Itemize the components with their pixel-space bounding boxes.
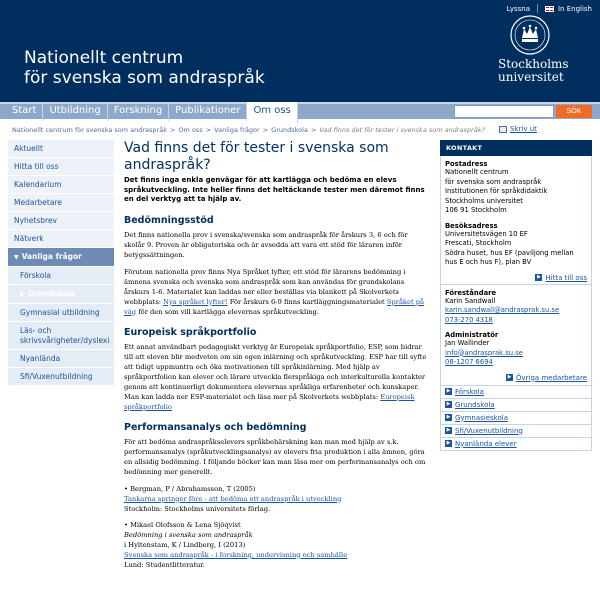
visit-label: Besöksadress [445, 221, 498, 230]
nav-item-4[interactable]: Om oss [247, 102, 297, 123]
manager-phone-link[interactable]: 073-270 4318 [445, 315, 493, 324]
paragraph: Det finns nationella prov i svenska/svenska som andraspråk för årskurs 3, 6 och för skolår 9. Proven är obligatoriska och är avsedda att vara ett stöd för läraren inför betygssättningen. [124, 230, 408, 259]
postal-address [445, 160, 587, 216]
address-line: 106 91 Stockholm [445, 206, 507, 214]
quick-link[interactable] [441, 398, 591, 411]
reference-publisher: Lund: Studentlitteratur. [124, 560, 205, 569]
reference-link[interactable]: Svenska som andraspråk - i forskning, undervisning och samhälle [124, 550, 348, 559]
university-logo[interactable] [498, 14, 569, 84]
paragraph [124, 342, 429, 412]
print-button[interactable] [499, 125, 537, 133]
main-navigation [0, 102, 600, 119]
sidebar-item[interactable] [8, 158, 114, 176]
sidebar-item[interactable] [8, 368, 114, 386]
paragraph-text: Förutom nationella prov finns Nya Språket lyfter, ett stöd för lärarens bedömning i ämnena svenska och svenska som andraspråk som kan användas för grundskolans årskurs 1-6. Materialet kan laddas ner eller beställas via blankett på Skolverkets webbplats: [124, 267, 406, 306]
nav-item-0[interactable]: Start [6, 102, 43, 121]
english-link[interactable]: In English [557, 4, 592, 13]
breadcrumb-link[interactable]: Vanliga frågor [214, 126, 260, 134]
other-staff-link[interactable] [445, 374, 587, 382]
logo-line1: Stockholms [498, 57, 569, 71]
manager-name: Karin Sandwall [445, 296, 496, 305]
breadcrumb-link[interactable]: Grundskola [271, 126, 308, 134]
visit-lines [445, 230, 587, 268]
admin-phone-link[interactable]: 08-1207 6694 [445, 358, 493, 366]
breadcrumb-current: Vad finns det för tester i svenska som andraspråk? [319, 126, 485, 134]
sidebar-item-label: Nyhetsbrev [14, 216, 57, 225]
section-heading-bedomningsstod: Bedömningsstöd [124, 214, 214, 226]
sidebar-item[interactable] [8, 322, 114, 350]
breadcrumb-link[interactable]: Nationellt centrum för svenska som andraspråk [12, 126, 167, 134]
page-title: Vad finns det för tester i svenska som andraspråk? [124, 140, 389, 173]
sidebar-item-label: Sfi/Vuxenutbildning [20, 372, 93, 381]
site-header [0, 0, 600, 102]
crown-seal-icon [509, 14, 551, 56]
quick-link-label: Nyanlända elever [455, 439, 517, 448]
sidebar-item-label: Förskola [20, 271, 51, 280]
sidebar-item[interactable] [8, 176, 114, 194]
visit-address [445, 222, 587, 268]
quick-link[interactable] [441, 437, 591, 450]
other-staff-text[interactable]: Övriga medarbetare [516, 373, 587, 382]
sidebar-item[interactable] [8, 230, 114, 248]
breadcrumb-separator: > [310, 126, 317, 134]
nav-item-1[interactable]: Utbildning [43, 102, 107, 121]
find-us-link[interactable] [445, 274, 587, 282]
reference-link[interactable]: Tankarna springer före - att bedöma ett andraspråk i utveckling [124, 494, 342, 503]
find-us-text[interactable]: Hitta till oss [545, 273, 587, 282]
manager-email-link[interactable]: karin.sandwall@andrasprak.su.se [445, 306, 560, 314]
sidebar-item-label: Nyanlända [20, 354, 61, 363]
contact-box [440, 156, 592, 385]
sidebar-item[interactable] [8, 285, 114, 304]
divider [441, 284, 591, 285]
paragraph-text: för den som vill kartlägga elevernas språkutveckling. [138, 307, 319, 316]
paragraph-text: För årskurs 6-9 finns kartläggningsmaterialet [229, 297, 385, 306]
address-line: för svenska som andraspråk [445, 177, 542, 186]
arrow-right-icon: ▶ [446, 440, 451, 446]
quick-link-label: Grundskola [455, 400, 495, 409]
arrow-right-icon: ▶ [446, 427, 451, 433]
top-utility-bar [507, 4, 592, 13]
esp-link[interactable]: Europeisk språkportfolio [124, 392, 415, 411]
triangle-down-icon: ▼ [14, 254, 19, 261]
site-title-line2: för svenska som andraspråk [24, 68, 265, 88]
sidebar-item-label: Hitta till oss [14, 162, 59, 171]
breadcrumb-separator: > [169, 126, 176, 134]
postal-lines [445, 168, 587, 216]
contact-header: KONTAKT [440, 140, 592, 156]
contact-panel [440, 140, 592, 451]
section-heading-performansanalys: Performansanalys och bedömning [124, 421, 307, 433]
admin-name: Jan Wallinder [445, 339, 490, 347]
quick-links [440, 385, 592, 451]
breadcrumb-separator: > [262, 126, 269, 134]
sidebar-item[interactable] [8, 350, 114, 368]
reference-author: • Mikael Olofsson & Lena Sjöqvist [124, 520, 241, 529]
address-line: Nationellt centrum [445, 168, 509, 176]
sidebar-item[interactable] [8, 194, 114, 212]
admin-label: Administratör [445, 331, 499, 339]
reference-author: • Bergman, P / Abrahamsson, T (2005) [124, 484, 256, 493]
arrow-right-icon: ▶ [446, 414, 451, 420]
arrow-right-icon: ▶ [507, 374, 512, 380]
sidebar-item-label: Nätverk [14, 234, 44, 243]
nav-item-3[interactable]: Publikationer [169, 102, 247, 121]
sidebar [8, 140, 114, 386]
reference-title: Bedömning i svenska som andraspråk [124, 530, 253, 539]
search-input[interactable] [454, 105, 554, 118]
print-link[interactable]: Skriv ut [510, 125, 537, 133]
address-line: Institutionen för språkdidaktik [445, 187, 548, 195]
search-button[interactable]: SÖK [556, 105, 592, 118]
admin-email-link[interactable]: info@andrasprak.su.se [445, 348, 523, 357]
sidebar-item-label: Aktuellt [14, 144, 43, 153]
site-title-line1: Nationellt centrum [24, 48, 184, 68]
logo-text [498, 57, 569, 84]
breadcrumb-separator: > [205, 126, 212, 134]
breadcrumb-link[interactable]: Om oss [178, 126, 203, 134]
sidebar-item-label: Grundskola [27, 289, 76, 298]
arrow-right-icon: ▶ [446, 388, 451, 394]
arrow-right-icon: ▶ [536, 274, 541, 280]
main-content [124, 140, 429, 576]
postal-label: Postadress [445, 160, 488, 168]
printer-icon [499, 126, 507, 133]
paragraph-text: Ett annat användbart pedagogiskt verktyg är Europeisk språkportfolio, ESP, som bidrar till att eleven blir medveten om sin egen inlärning och språkutveckling. ESP har till syfte att tidigt uppmuntra och öka motivationen till språkinlärning. Med hjälp av språkportfolion kan elever och lärare utveckla flerspråkiga och interkulturella kontakter genom att kontinuerligt dokumentera elevernas språkliga erfarenheter och kunskaper. Man kan ladda ner ESP-materialet och läsa mer på Skolverkets webbplats: [124, 342, 427, 401]
arrow-right-icon: ▶ [446, 401, 451, 407]
sidebar-item-label: Medarbetare [14, 198, 62, 207]
quick-link[interactable] [441, 424, 591, 437]
reference-item [124, 484, 429, 514]
quick-link[interactable] [441, 411, 591, 424]
address-line: Frescati, Stockholm [445, 239, 512, 247]
sidebar-item-label: Läs- och skrivsvårigheter/dyslexi [20, 326, 110, 345]
admin-contact [445, 331, 587, 368]
sidebar-item[interactable] [8, 267, 114, 285]
reference-in: i Hyltenstam, K / Lindberg, I (2013) [124, 540, 246, 549]
reference-item [124, 520, 429, 570]
nav-item-2[interactable]: Forskning [108, 102, 169, 121]
logo-line2: universitet [498, 70, 564, 84]
quick-link-label: Förskola [455, 387, 484, 396]
sidebar-item-label: Kalendarium [14, 180, 62, 189]
address-line: Södra huset, hus EF (paviljong mellan hus E och hus F), plan BV [445, 248, 574, 266]
manager-label: Föreståndare [445, 288, 497, 297]
paragraph [124, 267, 429, 317]
sidebar-item[interactable] [8, 140, 114, 158]
manager-contact [445, 289, 587, 326]
triangle-right-icon: ▶ [20, 291, 25, 298]
address-line: Stockholms universitet [445, 196, 523, 205]
section-heading-esp: Europeisk språkportfolio [124, 326, 257, 338]
sidebar-item-label: Vanliga frågor [21, 252, 82, 261]
breadcrumb [12, 126, 485, 134]
uk-flag-icon [545, 6, 554, 12]
sidebar-item[interactable] [8, 304, 114, 322]
paragraph: För att bedöma andraspråkselevers språkbehärskning kan man med hjälp av s.k. performansanalys (språkutvecklingsanalys) av elevers fria produktion i alla ämnen, göra en allsidig bedömning. I följande böcker kan man läsa mer om performansanalys och om bedömning mer generellt. [124, 437, 426, 476]
sidebar-item[interactable] [8, 248, 114, 267]
spraket-pa-vag-link[interactable]: Språket på väg [124, 297, 425, 316]
nya-spraket-lyfter-link[interactable]: Nya språket lyfter! [163, 297, 228, 306]
sidebar-item-label: Gymnasial utbildning [20, 308, 100, 317]
lead-paragraph: Det finns inga enkla genvägar för att kartlägga och bedöma en elevs språkutveckling. Inte heller finns det heltäckande tester men däremot finns en del verktyg att ta hjälp av. [124, 176, 425, 203]
site-title[interactable] [24, 48, 265, 88]
quick-link[interactable] [441, 385, 591, 398]
quick-link-label: Gymnasieskola [455, 413, 508, 422]
listen-link[interactable]: Lyssna [506, 4, 530, 13]
sidebar-item[interactable] [8, 212, 114, 230]
quick-link-label: Sfi/Vuxenutbildning [455, 426, 523, 435]
reference-publisher: Stockholm: Stockholms universitets förlag. [124, 504, 271, 513]
address-line: Universitetsvägen 10 EF [445, 229, 528, 238]
divider [537, 4, 538, 13]
